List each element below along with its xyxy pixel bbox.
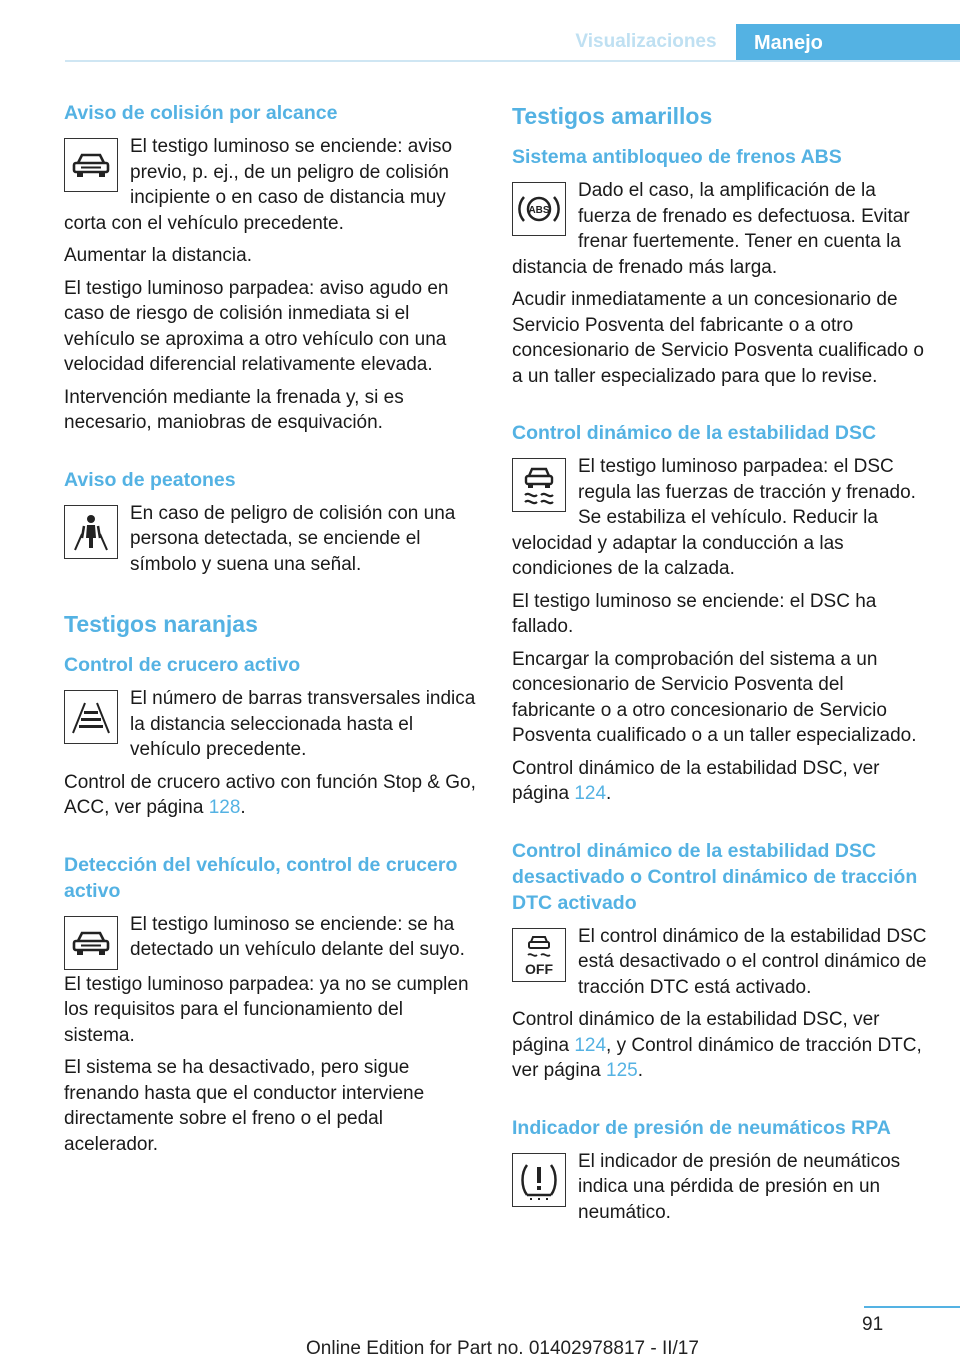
pedestrian-icon bbox=[64, 505, 118, 559]
paragraph: El testigo luminoso parpadea: aviso agudo en caso de riesgo de colisión inmediata si el vehículo se aproxima a otro vehículo con una velocidad diferencial relativamente elevada. bbox=[64, 277, 449, 375]
section-title-rpa: Indicador de presión de neumáticos RPA bbox=[512, 1116, 891, 1139]
distance-bars-icon bbox=[64, 690, 118, 744]
section-title-dsc: Control dinámico de la estabilidad DSC bbox=[512, 422, 877, 444]
dsc-off-block bbox=[512, 924, 930, 1008]
footer-divider bbox=[864, 1306, 960, 1308]
page-number: 91 bbox=[862, 1314, 884, 1335]
page-link-125[interactable]: 125 bbox=[606, 1060, 638, 1081]
svg-text:ABS: ABS bbox=[528, 205, 550, 216]
paragraph: Dado el caso, la amplificación de la fuerza de frenado es defectuosa. Evitar frenar fuertemente. Tener en cuenta la distancia de frenado más larga. bbox=[512, 180, 910, 278]
right-column bbox=[512, 100, 930, 1232]
paragraph: El número de barras transversales indica la distancia seleccionada hasta el vehículo precedente. bbox=[130, 688, 476, 760]
header-divider bbox=[65, 60, 960, 62]
paragraph: Encargar la comprobación del sistema a un concesionario de Servicio Posventa del fabricante o a otro concesionario de Servicio Posventa cualificado o a un taller especializado. bbox=[512, 648, 917, 746]
paragraph: El testigo luminoso se enciende: se ha detectado un vehículo delante del suyo. bbox=[130, 913, 465, 960]
paragraph: Aumentar la distancia. bbox=[64, 245, 252, 266]
tire-pressure-icon bbox=[512, 1153, 566, 1207]
paragraph: Acudir inmediatamente a un concesionario de Servicio Posventa del fabricante o a otro concesionario de Servicio Posventa cualificado o a un taller especializado para que lo revise. bbox=[512, 289, 924, 387]
paragraph: El testigo luminoso se enciende: aviso previo, p. ej., de un peligro de colisión incipiente o en caso de distancia muy corta con el vehículo precedente. bbox=[64, 136, 453, 234]
tab-visualizaciones[interactable]: Visualizaciones bbox=[575, 31, 717, 52]
edition-note: Online Edition for Part no. 01402978817 - II/17 bbox=[306, 1338, 699, 1359]
paragraph: Control dinámico de la estabilidad DSC, ver página 124. bbox=[512, 757, 880, 804]
section-title-pedestrian-warning: Aviso de peatones bbox=[64, 468, 236, 491]
paragraph: El testigo luminoso se enciende: el DSC ha fallado. bbox=[512, 590, 877, 637]
tab-manejo[interactable]: Manejo bbox=[736, 24, 960, 62]
page-link-124[interactable]: 124 bbox=[574, 783, 607, 804]
section-title-active-cruise: Control de crucero activo bbox=[64, 654, 301, 676]
pedestrian-warning-block bbox=[64, 501, 477, 585]
page-link-124[interactable]: 124 bbox=[574, 1034, 607, 1056]
section-title-vehicle-detection: Detección del vehículo, control de crucero activo bbox=[64, 853, 458, 902]
paragraph: El indicador de presión de neumáticos indica una pérdida de presión en un neumático. bbox=[578, 1150, 901, 1223]
heading-orange-indicators: Testigos naranjas bbox=[64, 611, 258, 637]
rpa-block bbox=[512, 1149, 930, 1233]
car-front-icon bbox=[64, 138, 118, 192]
section-title-collision-warning: Aviso de colisión por alcance bbox=[64, 102, 338, 124]
paragraph: Control de crucero activo con función Stop & Go, ACC, ver página 128. bbox=[64, 771, 476, 818]
dsc-icon bbox=[512, 458, 566, 512]
section-title-dsc-off: Control dinámico de la estabilidad DSC desactivado o Control dinámico de tracción DTC activado bbox=[512, 839, 918, 914]
paragraph: Control dinámico de la estabilidad DSC, ver página 124, y Control dinámico de tracción DTC, ver página 125. bbox=[512, 1009, 922, 1081]
left-column bbox=[64, 100, 477, 1164]
paragraph: En caso de peligro de colisión con una persona detectada, se enciende el símbolo y suena una señal. bbox=[130, 502, 456, 575]
dsc-block bbox=[512, 454, 930, 589]
car-front-icon bbox=[64, 916, 118, 970]
paragraph: El sistema se ha desactivado, pero sigue frenando hasta que el conductor interviene directamente sobre el freno o el pedal acelerador. bbox=[64, 1057, 425, 1155]
active-cruise-block bbox=[64, 686, 477, 770]
paragraph: El testigo luminoso parpadea: ya no se cumplen los requisitos para el funcionamiento del sistema. bbox=[64, 973, 469, 1046]
vehicle-detection-block bbox=[64, 912, 477, 972]
heading-yellow-indicators: Testigos amarillos bbox=[512, 103, 713, 129]
collision-warning-block bbox=[64, 134, 477, 243]
paragraph: El testigo luminoso parpadea: el DSC regula las fuerzas de tracción y frenado. Se estabiliza el vehículo. Reducir la velocidad y adaptar la conducción a las condiciones de la calzada. bbox=[512, 456, 916, 579]
abs-icon bbox=[512, 182, 566, 236]
paragraph: El control dinámico de la estabilidad DSC está desactivado o el control dinámico de tracción DTC está activado. bbox=[578, 925, 927, 998]
dsc-off-icon bbox=[512, 928, 566, 982]
section-title-abs: Sistema antibloqueo de frenos ABS bbox=[512, 146, 842, 168]
page-link-128[interactable]: 128 bbox=[208, 797, 241, 818]
paragraph: Intervención mediante la frenada y, si es necesario, maniobras de esquivación. bbox=[64, 386, 404, 433]
svg-text:OFF: OFF bbox=[525, 960, 553, 977]
abs-block bbox=[512, 178, 930, 287]
